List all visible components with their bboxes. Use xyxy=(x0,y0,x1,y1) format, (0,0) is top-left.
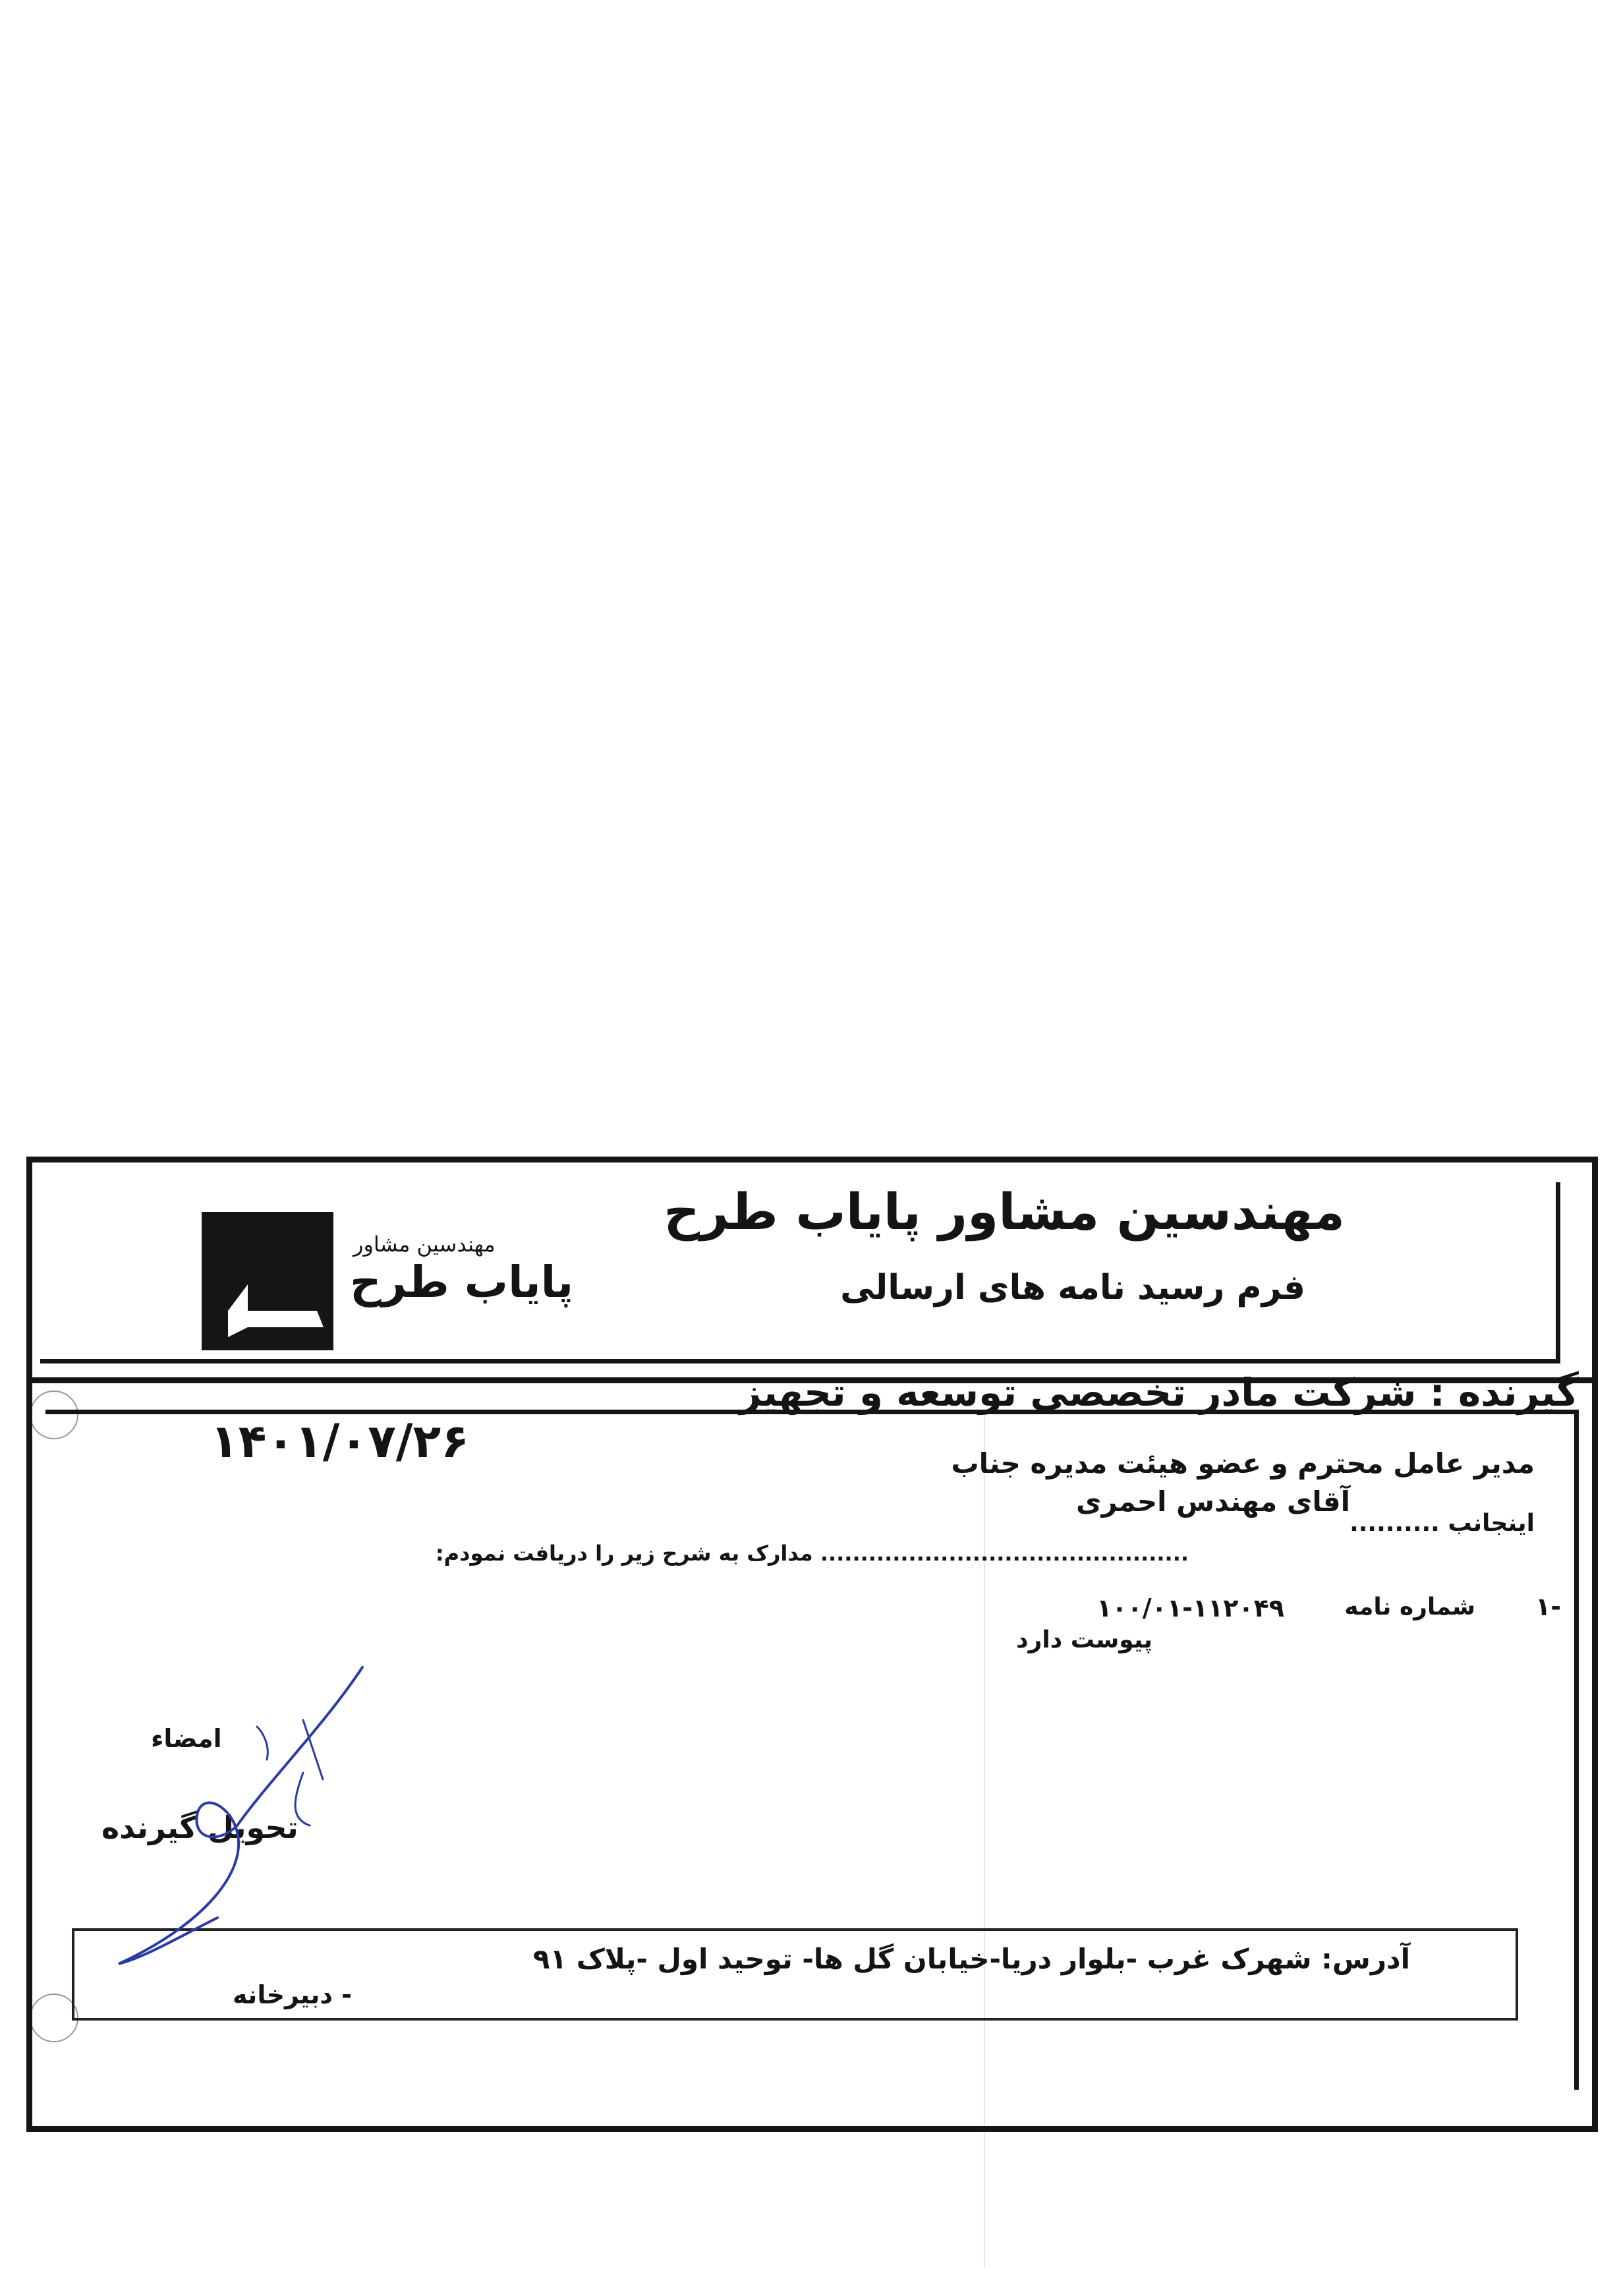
form-subtitle: فرم رسید نامه های ارسالی xyxy=(840,1268,1305,1307)
recipient-name: آقای مهندس احمری xyxy=(1076,1485,1350,1518)
date-stamp: ۱۴۰۱/۰۷/۲۶ xyxy=(210,1414,469,1468)
attachment-note: پیوست دارد xyxy=(1016,1626,1152,1653)
undersigned-line: اینجانب .......... xyxy=(1349,1510,1535,1537)
company-logo xyxy=(202,1212,574,1354)
header-inner-frame xyxy=(40,1182,1560,1363)
letter-number-value: ۱۰۰/۰۱-۱۱۲۰۴۹ xyxy=(1096,1593,1284,1622)
receiver-label: تحویل گیرنده xyxy=(101,1810,298,1845)
signature-label: امضاء xyxy=(151,1724,222,1753)
form-header xyxy=(32,1162,1592,1383)
secretariat-text: - دبیرخانه xyxy=(233,1980,352,2009)
address-text: آدرس: شهرک غرب -بلوار دریا-خیابان گل ها- توحید اول -پلاک ۹۱ xyxy=(532,1943,1410,1975)
handwritten-signature xyxy=(105,1648,382,1990)
item-number: -۱ xyxy=(1535,1592,1561,1621)
manager-line: مدیر عامل محترم و عضو هیئت مدیره جناب xyxy=(951,1447,1535,1479)
documents-received-line: .............................................. مدارک به شرح زیر را دریافت نمودم: xyxy=(435,1541,1189,1566)
company-title: مهندسین مشاور پایاب طرح xyxy=(664,1182,1345,1241)
logo-mark-icon xyxy=(202,1212,333,1350)
letter-number-label: شماره نامه xyxy=(1344,1593,1475,1621)
recipient-line: گیرنده : شرکت مادر تخصصی توسعه و تجهیز xyxy=(739,1370,1579,1415)
logo-small-text: مهندسین مشاور xyxy=(353,1232,496,1257)
logo-name: پایاب طرح xyxy=(350,1257,574,1307)
